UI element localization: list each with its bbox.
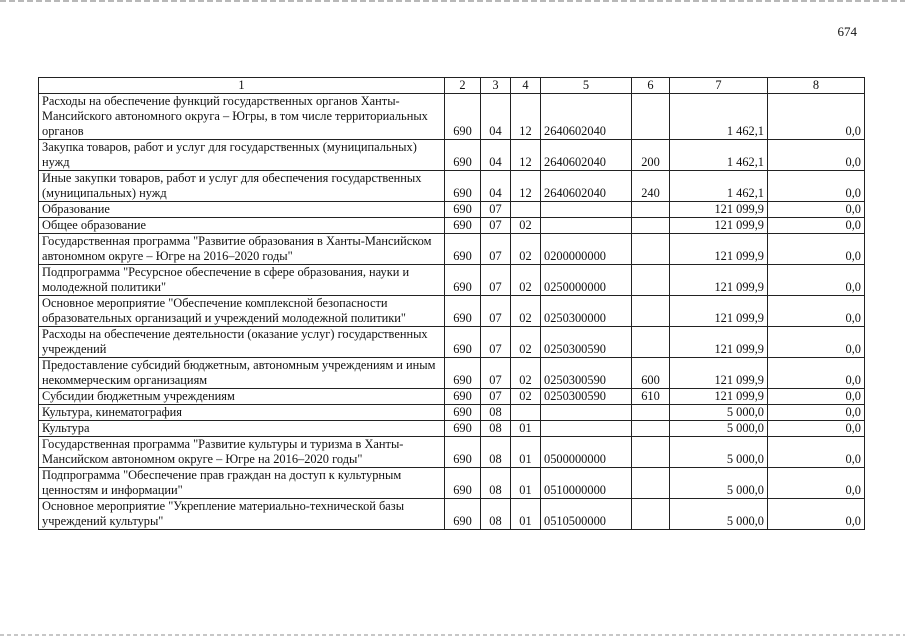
cell-amount: 121 099,9	[670, 202, 768, 218]
cell-vr: 200	[632, 140, 670, 171]
cell-rz: 07	[481, 327, 511, 358]
cell-amount-2: 0,0	[768, 265, 865, 296]
cell-csr: 0250300000	[541, 296, 632, 327]
cell-csr: 0250300590	[541, 389, 632, 405]
table-row	[39, 296, 865, 327]
cell-vr	[632, 437, 670, 468]
cell-csr	[541, 405, 632, 421]
cell-csr: 2640602040	[541, 140, 632, 171]
cell-rz: 08	[481, 499, 511, 530]
table-row	[39, 140, 865, 171]
table-header-row	[39, 78, 865, 94]
table-row	[39, 389, 865, 405]
cell-name: Закупка товаров, работ и услуг для государственных (муниципальных) нужд	[39, 140, 445, 171]
cell-amount-2: 0,0	[768, 94, 865, 140]
table-row	[39, 94, 865, 140]
cell-name: Государственная программа "Развитие культуры и туризма в Ханты-Мансийском автономном округе – Югре на 2016–2020 годы"	[39, 437, 445, 468]
cell-ved: 690	[445, 468, 481, 499]
cell-ved: 690	[445, 265, 481, 296]
cell-name: Подпрограмма "Обеспечение прав граждан на доступ к культурным ценностям и информации"	[39, 468, 445, 499]
cell-pr: 01	[511, 421, 541, 437]
cell-ved: 690	[445, 405, 481, 421]
cell-pr	[511, 405, 541, 421]
cell-ved: 690	[445, 218, 481, 234]
cell-csr: 0510500000	[541, 499, 632, 530]
table-row	[39, 358, 865, 389]
cell-ved: 690	[445, 327, 481, 358]
cell-rz: 04	[481, 171, 511, 202]
table-row	[39, 218, 865, 234]
cell-ved: 690	[445, 421, 481, 437]
cell-csr: 2640602040	[541, 94, 632, 140]
cell-csr: 0500000000	[541, 437, 632, 468]
cell-name: Основное мероприятие "Укрепление материально-технической базы учреждений культуры"	[39, 499, 445, 530]
cell-pr: 01	[511, 468, 541, 499]
cell-vr: 240	[632, 171, 670, 202]
cell-name: Расходы на обеспечение деятельности (оказание услуг) государственных учреждений	[39, 327, 445, 358]
cell-ved: 690	[445, 358, 481, 389]
cell-ved: 690	[445, 234, 481, 265]
cell-amount: 5 000,0	[670, 499, 768, 530]
cell-amount: 121 099,9	[670, 327, 768, 358]
cell-amount-2: 0,0	[768, 202, 865, 218]
cell-csr: 0250300590	[541, 358, 632, 389]
cell-amount: 5 000,0	[670, 468, 768, 499]
cell-csr: 0250000000	[541, 265, 632, 296]
cell-vr	[632, 405, 670, 421]
cell-rz: 04	[481, 140, 511, 171]
cell-rz: 08	[481, 421, 511, 437]
table-row	[39, 421, 865, 437]
cell-amount: 121 099,9	[670, 234, 768, 265]
cell-pr: 01	[511, 499, 541, 530]
cell-rz: 08	[481, 468, 511, 499]
cell-vr	[632, 202, 670, 218]
cell-amount-2: 0,0	[768, 389, 865, 405]
cell-name: Образование	[39, 202, 445, 218]
header-cell: 5	[541, 78, 632, 94]
cell-ved: 690	[445, 94, 481, 140]
scan-top-edge	[0, 0, 905, 2]
cell-ved: 690	[445, 437, 481, 468]
cell-amount-2: 0,0	[768, 296, 865, 327]
cell-pr: 02	[511, 296, 541, 327]
cell-amount-2: 0,0	[768, 405, 865, 421]
cell-csr: 0250300590	[541, 327, 632, 358]
cell-vr	[632, 218, 670, 234]
cell-rz: 07	[481, 358, 511, 389]
cell-rz: 07	[481, 218, 511, 234]
cell-rz: 08	[481, 437, 511, 468]
cell-amount: 121 099,9	[670, 265, 768, 296]
table-row	[39, 265, 865, 296]
cell-amount-2: 0,0	[768, 421, 865, 437]
cell-rz: 07	[481, 265, 511, 296]
cell-csr	[541, 218, 632, 234]
cell-ved: 690	[445, 202, 481, 218]
header-cell: 8	[768, 78, 865, 94]
cell-ved: 690	[445, 389, 481, 405]
cell-csr: 0200000000	[541, 234, 632, 265]
header-cell: 6	[632, 78, 670, 94]
header-cell: 4	[511, 78, 541, 94]
cell-pr: 02	[511, 327, 541, 358]
cell-amount-2: 0,0	[768, 234, 865, 265]
cell-rz: 07	[481, 202, 511, 218]
cell-amount-2: 0,0	[768, 499, 865, 530]
cell-amount: 121 099,9	[670, 218, 768, 234]
budget-table	[38, 77, 865, 530]
cell-vr	[632, 234, 670, 265]
cell-pr: 12	[511, 171, 541, 202]
cell-amount: 1 462,1	[670, 94, 768, 140]
cell-amount: 121 099,9	[670, 389, 768, 405]
header-cell: 7	[670, 78, 768, 94]
cell-vr: 610	[632, 389, 670, 405]
cell-vr	[632, 265, 670, 296]
cell-vr	[632, 94, 670, 140]
cell-name: Предоставление субсидий бюджетным, автономным учреждениям и иным некоммерческим организациям	[39, 358, 445, 389]
table-row	[39, 327, 865, 358]
cell-name: Культура	[39, 421, 445, 437]
cell-vr: 600	[632, 358, 670, 389]
cell-amount: 1 462,1	[670, 140, 768, 171]
cell-amount-2: 0,0	[768, 140, 865, 171]
cell-amount: 5 000,0	[670, 437, 768, 468]
cell-amount: 1 462,1	[670, 171, 768, 202]
cell-amount-2: 0,0	[768, 218, 865, 234]
cell-amount: 121 099,9	[670, 358, 768, 389]
cell-amount: 5 000,0	[670, 421, 768, 437]
table-row	[39, 171, 865, 202]
header-cell: 3	[481, 78, 511, 94]
cell-rz: 08	[481, 405, 511, 421]
header-cell: 2	[445, 78, 481, 94]
cell-name: Основное мероприятие "Обеспечение комплексной безопасности образовательных организаций и учреждений молодежной политики"	[39, 296, 445, 327]
cell-pr: 02	[511, 389, 541, 405]
table-body	[39, 78, 865, 530]
page-number: 674	[837, 24, 857, 39]
cell-name: Иные закупки товаров, работ и услуг для обеспечения государственных (муниципальных) нужд	[39, 171, 445, 202]
cell-rz: 07	[481, 389, 511, 405]
cell-name: Государственная программа "Развитие образования в Ханты-Мансийском автономном округе – Югре на 2016–2020 годы"	[39, 234, 445, 265]
cell-ved: 690	[445, 171, 481, 202]
cell-amount-2: 0,0	[768, 171, 865, 202]
cell-name: Культура, кинематография	[39, 405, 445, 421]
cell-pr: 02	[511, 234, 541, 265]
cell-pr: 02	[511, 265, 541, 296]
scan-bottom-edge	[0, 634, 905, 636]
cell-amount-2: 0,0	[768, 468, 865, 499]
cell-csr: 0510000000	[541, 468, 632, 499]
cell-vr	[632, 296, 670, 327]
header-cell: 1	[39, 78, 445, 94]
table-row	[39, 234, 865, 265]
cell-pr	[511, 202, 541, 218]
cell-amount-2: 0,0	[768, 437, 865, 468]
cell-ved: 690	[445, 296, 481, 327]
cell-pr: 02	[511, 218, 541, 234]
table-row	[39, 499, 865, 530]
cell-vr	[632, 421, 670, 437]
cell-name: Подпрограмма "Ресурсное обеспечение в сфере образования, науки и молодежной политики"	[39, 265, 445, 296]
cell-amount: 5 000,0	[670, 405, 768, 421]
cell-vr	[632, 499, 670, 530]
cell-csr	[541, 202, 632, 218]
cell-name: Расходы на обеспечение функций государственных органов Ханты-Мансийского автономного округа – Югры, в том числе территориальных органов	[39, 94, 445, 140]
cell-ved: 690	[445, 140, 481, 171]
table-row	[39, 468, 865, 499]
cell-pr: 01	[511, 437, 541, 468]
cell-name: Субсидии бюджетным учреждениям	[39, 389, 445, 405]
cell-csr: 2640602040	[541, 171, 632, 202]
cell-csr	[541, 421, 632, 437]
cell-amount: 121 099,9	[670, 296, 768, 327]
cell-rz: 07	[481, 234, 511, 265]
cell-rz: 04	[481, 94, 511, 140]
table-row	[39, 405, 865, 421]
cell-ved: 690	[445, 499, 481, 530]
cell-vr	[632, 327, 670, 358]
table-row	[39, 437, 865, 468]
cell-amount-2: 0,0	[768, 327, 865, 358]
cell-pr: 12	[511, 140, 541, 171]
cell-pr: 02	[511, 358, 541, 389]
table-row	[39, 202, 865, 218]
cell-name: Общее образование	[39, 218, 445, 234]
cell-amount-2: 0,0	[768, 358, 865, 389]
cell-pr: 12	[511, 94, 541, 140]
cell-rz: 07	[481, 296, 511, 327]
cell-vr	[632, 468, 670, 499]
